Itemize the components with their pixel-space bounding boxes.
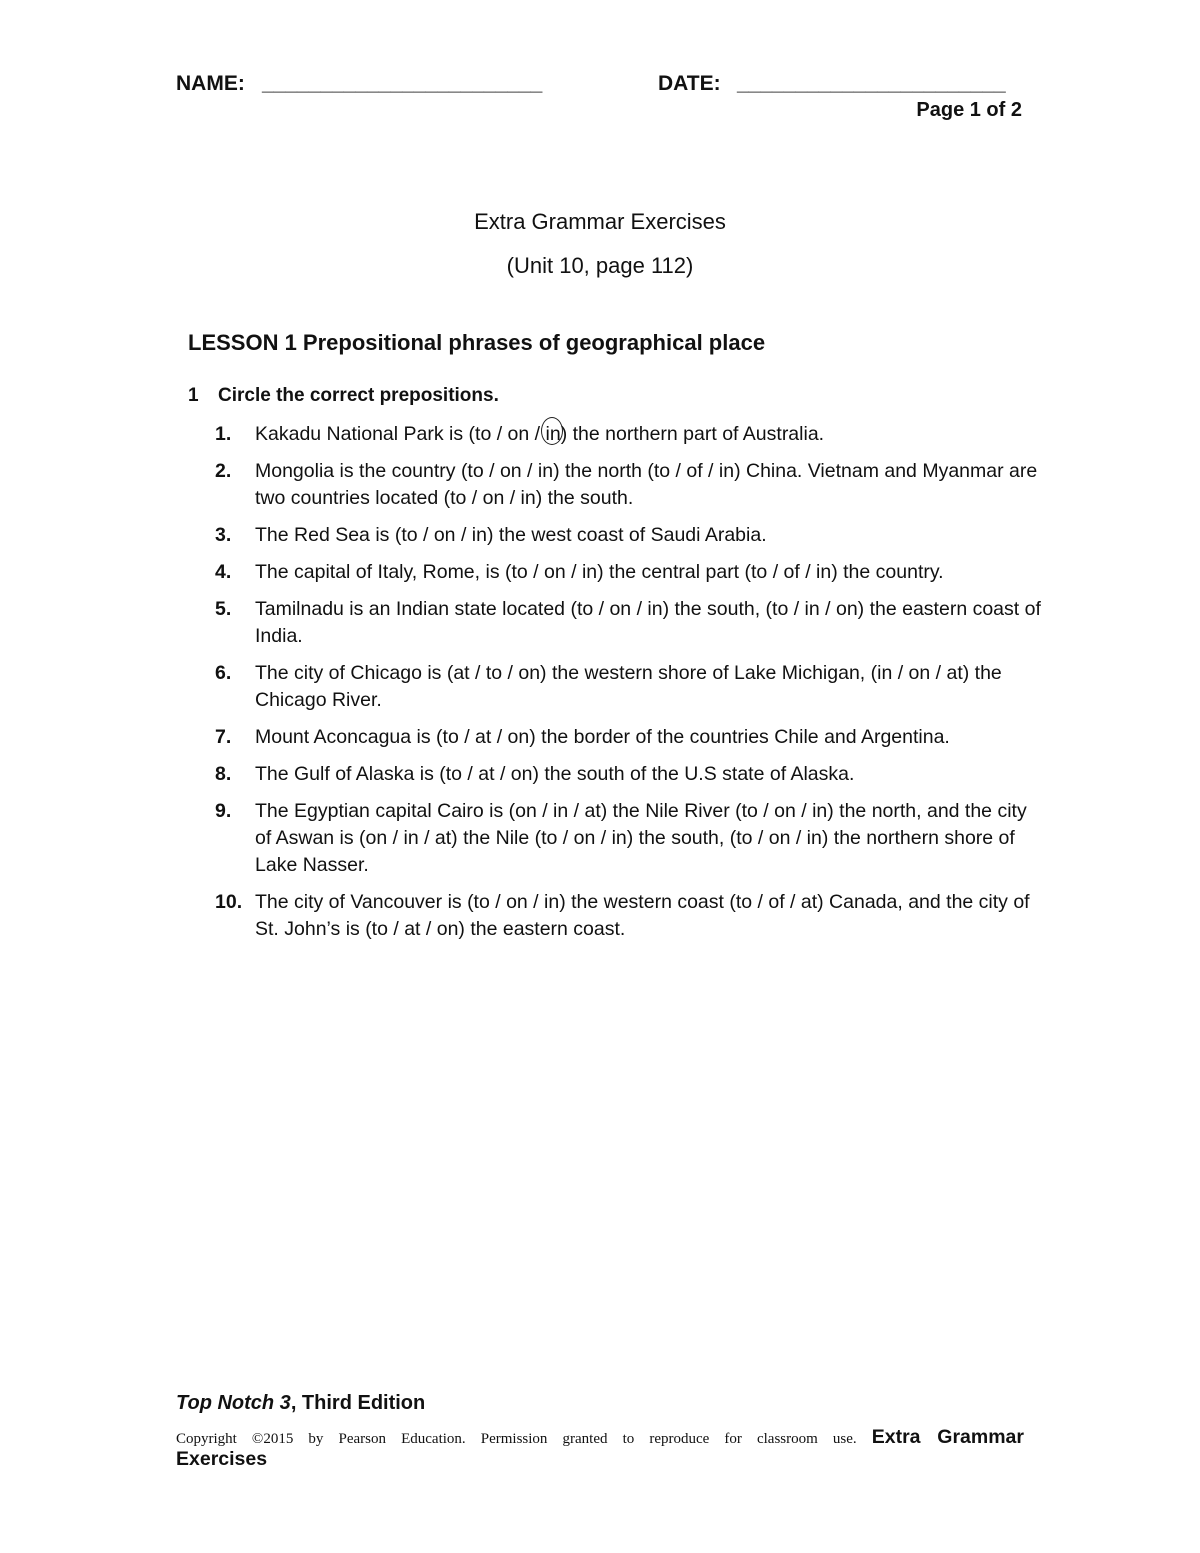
book-edition: , Third Edition [290,1392,426,1414]
list-item [215,421,1045,448]
list-item [215,889,1045,943]
item-text: The Egyptian capital Cairo is (on / in / at) the Nile River (to / on / in) the north, and the city of Aswan is (on / in / at) the Nile (to / on / in) the south, (to / on / in) the northern shore of Lake Nasser. [255,800,1027,876]
item-text: The city of Vancouver is (to / on / in) the western coast (to / of / at) Canada, and the city of St. John’s is (to / at / on) the eastern coast. [255,891,1030,940]
list-item [215,596,1045,650]
item-text: Tamilnadu is an Indian state located (to / on / in) the south, (to / in / on) the eastern coast of India. [255,598,1041,647]
item-text: Mount Aconcagua is (to / at / on) the border of the countries Chile and Argentina. [255,726,950,748]
footer-section-title-continued: Exercises [176,1448,268,1470]
item-number: 5. [215,598,232,620]
date-label: DATE: [658,72,721,95]
list-item [215,724,1045,751]
date-blank-line[interactable]: _______________________ [737,72,1006,95]
name-blank-line[interactable]: ________________________ [262,72,543,95]
list-item [215,458,1045,512]
item-text: Mongolia is the country (to / on / in) the north (to / of / in) China. Vietnam and Myanmar are two countries located (to / on / in) the south. [255,460,1038,509]
item-number: 3. [215,524,232,546]
list-item [215,559,1045,586]
item-number: 10. [215,891,243,913]
list-item [215,522,1045,549]
page-number: Page 1 of 2 [916,99,1022,121]
list-item [215,798,1045,879]
copyright-text: Copyright ©2015 by Pearson Education. Permission granted to reproduce for classroom use. [176,1431,857,1447]
instruction-text: Circle the correct prepositions. [218,385,499,406]
item-number: 1. [215,423,232,445]
item-number: 2. [215,460,232,482]
item-number: 9. [215,800,232,822]
book-title [176,1392,425,1415]
item-number: 8. [215,763,232,785]
exercise-number: 1 [188,385,199,406]
item-text: The city of Chicago is (at / to / on) the western shore of Lake Michigan, (in / on / at) the Chicago River. [255,662,1002,711]
exercise-list [215,421,1045,953]
item-number: 4. [215,561,232,583]
lesson-heading: LESSON 1 Prepositional phrases of geographical place [188,330,766,355]
item-text: The capital of Italy, Rome, is (to / on / in) the central part (to / of / in) the country. [255,561,944,583]
name-label: NAME: [176,72,245,95]
item-text-after: ) the northern part of Australia. [560,423,825,445]
list-item [215,761,1045,788]
footer-section-title: Extra Grammar [871,1426,1024,1448]
item-text: The Gulf of Alaska is (to / at / on) the south of the U.S state of Alaska. [255,763,855,785]
book-title-italic: Top Notch 3 [176,1392,291,1414]
item-number: 7. [215,726,232,748]
item-text: The Red Sea is (to / on / in) the west coast of Saudi Arabia. [255,524,767,546]
exercise-instruction [188,385,499,407]
circled-answer: in [546,421,561,448]
page-title: Extra Grammar Exercises [474,209,726,234]
item-text-before: Kakadu National Park is (to / on / [255,423,541,445]
copyright-line [176,1426,1024,1449]
page-subtitle: (Unit 10, page 112) [506,253,694,278]
list-item [215,660,1045,714]
item-number: 6. [215,662,232,684]
